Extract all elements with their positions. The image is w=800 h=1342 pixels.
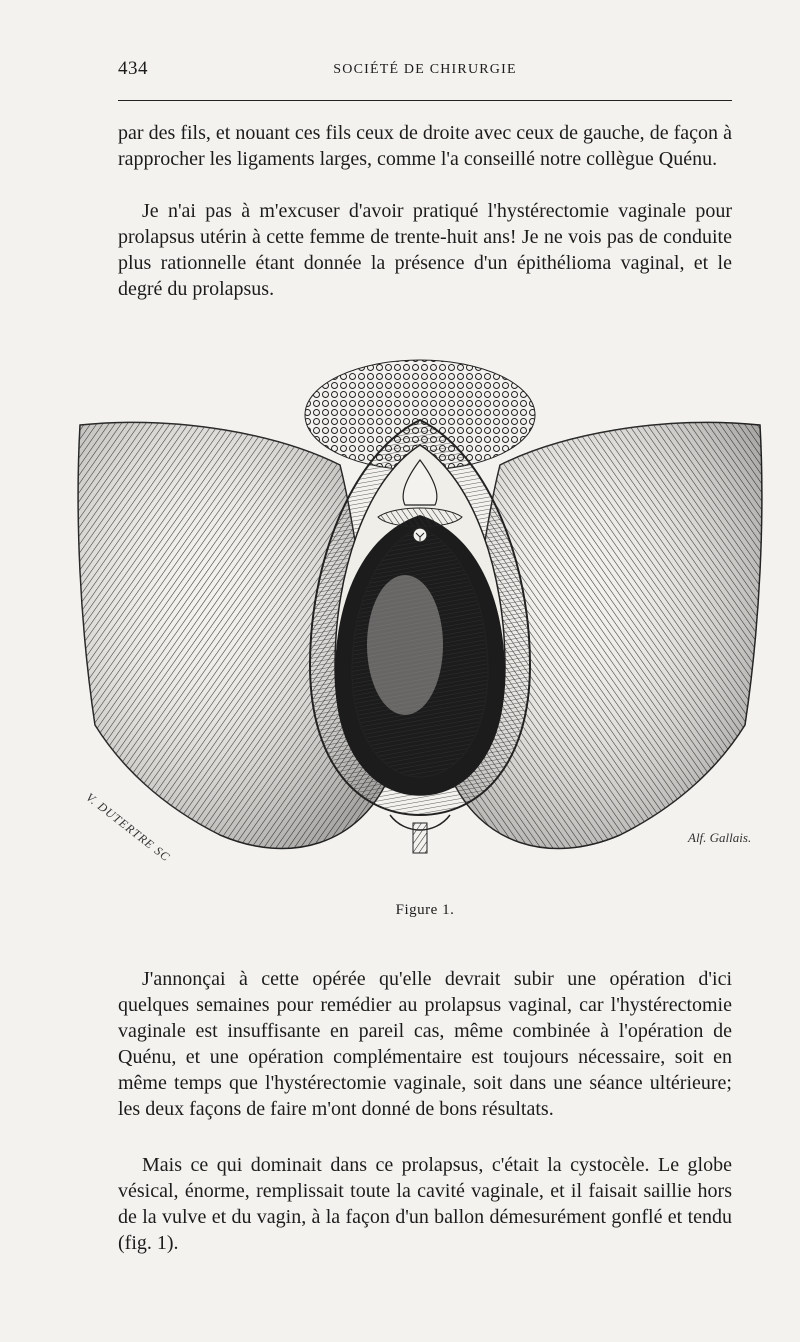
paragraph: Mais ce qui dominait dans ce prolapsus, c'était la cystocèle. Le globe vésical, énorme, remplissait toute la cavité vaginale, et il faisait saillie hors de la vulve et du vagin, à la façon d'un ballon démesurément gonflé et tendu (fig. 1).: [118, 1154, 732, 1254]
engraver-signature: V. DUTERTRE SC: [83, 790, 174, 865]
header-rule: [118, 100, 732, 101]
figure-caption: Figure 1.: [395, 902, 455, 918]
page-number: 434: [118, 58, 148, 79]
paragraph: J'annonçai à cette opérée qu'elle devrait subir une opération d'ici quelques semaines pour remédier au prolapsus vaginal, car l'hystérectomie vaginale est insuffisante en pareil cas, même combinée à l'opération de Quénu, et une opération complémentaire est toujours nécessaire, soit en même temps que l'hystérectomie vaginale, soit dans une séance ultérieure; les deux façons de faire m'ont donné de bons résultats.: [118, 968, 732, 1120]
running-head: SOCIÉTÉ DE CHIRURGIE: [333, 62, 517, 77]
paragraph-continued: par des fils, et nouant ces fils ceux de droite avec ceux de gauche, de façon à rapprocher les ligaments larges, comme l'a conseillé notre collègue Quénu.: [118, 122, 732, 170]
artist-signature: Alf. Gallais.: [688, 830, 752, 845]
anatomical-illustration: [60, 345, 780, 875]
page-header: [118, 58, 732, 88]
paragraph: Je n'ai pas à m'excuser d'avoir pratiqué l'hystérectomie vaginale pour prolapsus utérin à cette femme de trente-huit ans! Je ne vois pas de conduite plus rationnelle étant donnée la présence d'un épithélioma vaginal, et le degré du prolapsus.: [118, 200, 732, 300]
anatomical-engraving-icon: [60, 345, 780, 875]
